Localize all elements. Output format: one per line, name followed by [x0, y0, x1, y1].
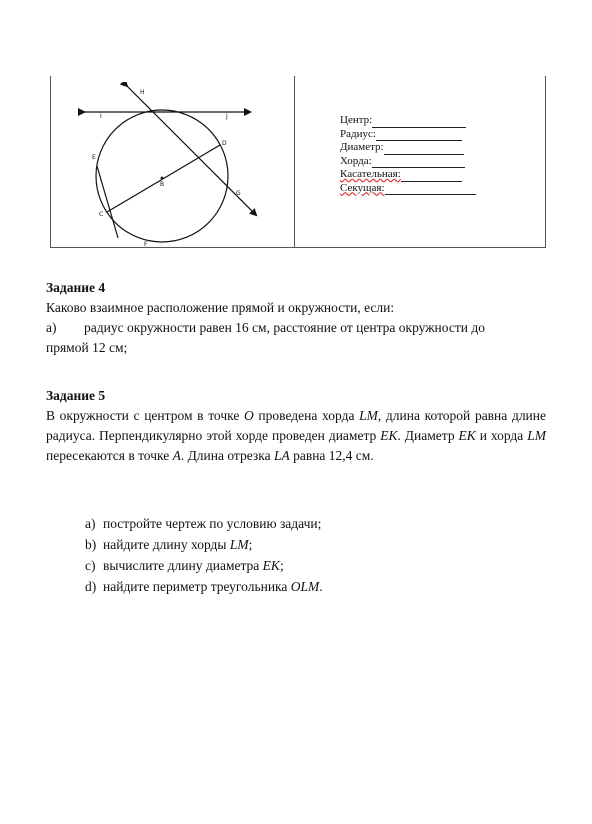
- math-variable: EK: [458, 428, 476, 443]
- math-variable: EK: [380, 428, 398, 443]
- item-marker: b): [85, 537, 97, 552]
- text-run: равна 12,4 см.: [289, 448, 374, 463]
- point-label-b: B: [160, 181, 165, 188]
- field-label-chord: Хорда:: [340, 154, 372, 167]
- point-label-e: E: [92, 154, 96, 161]
- text-run: ;: [279, 558, 284, 573]
- point-label-c: C: [99, 211, 104, 218]
- field-label-radius: Радиус:: [340, 127, 376, 140]
- item-text: радиус окружности равен 16 см, расстояние от центра окружности до: [84, 320, 485, 335]
- task-4-question: Каково взаимное расположение прямой и окружности, если:: [46, 300, 395, 315]
- task-5-paragraph: [46, 406, 546, 466]
- point-label-g: G: [236, 190, 241, 197]
- point-label-d: D: [222, 140, 227, 147]
- text-run: .: [319, 579, 323, 594]
- table-divider: [294, 76, 295, 247]
- field-label-secant: Секущая:: [340, 181, 385, 194]
- item-marker: c): [85, 558, 96, 573]
- answer-blank[interactable]: [372, 116, 466, 128]
- point-label-h: H: [140, 89, 145, 96]
- math-variable: LM: [229, 537, 249, 552]
- math-variable: A: [172, 448, 181, 463]
- field-row: [340, 168, 476, 182]
- field-row: [340, 141, 476, 155]
- item-marker: d): [85, 579, 97, 594]
- text-run: постройте чертеж по условию задачи;: [103, 516, 322, 531]
- text-run: В окружности с центром в точке: [46, 408, 245, 423]
- task-5-items: [85, 513, 323, 597]
- answer-blank[interactable]: [384, 143, 464, 155]
- field-row: [340, 155, 476, 169]
- text-run: вычислите длину диаметра: [103, 558, 263, 573]
- math-variable: LM: [359, 408, 378, 423]
- point-label-i: I: [100, 113, 102, 120]
- list-item: [85, 534, 323, 555]
- answer-blank[interactable]: [385, 183, 476, 195]
- list-item: [85, 555, 323, 576]
- text-run: и хорда: [475, 428, 528, 443]
- field-label-tangent: Касательная:: [340, 168, 401, 180]
- text-run: найдите длину хорды: [103, 537, 230, 552]
- field-row: [340, 182, 476, 196]
- item-marker: а): [46, 320, 57, 335]
- text-run: . Диаметр: [397, 428, 459, 443]
- circle-figure: [70, 82, 280, 248]
- math-variable: OLM: [290, 579, 320, 594]
- math-variable: O: [244, 408, 254, 423]
- task-4: [46, 278, 546, 358]
- item-text-continued: прямой 12 см;: [46, 340, 128, 355]
- math-variable: LM: [527, 428, 546, 443]
- definition-fields: [340, 114, 476, 195]
- chord-segment: [97, 166, 118, 238]
- center-point: [161, 177, 164, 180]
- field-label-diameter: Диаметр:: [340, 141, 384, 153]
- answer-blank[interactable]: [372, 156, 465, 168]
- text-run: ;: [248, 537, 253, 552]
- task-4-item-a: [46, 318, 546, 338]
- list-item: [85, 576, 323, 597]
- diameter-segment: [107, 145, 220, 212]
- field-label-center: Центр:: [340, 114, 373, 126]
- field-row: [340, 128, 476, 142]
- field-row: [340, 114, 476, 128]
- circle: [96, 110, 228, 242]
- task-4-title: Задание 4: [46, 280, 106, 295]
- answer-blank[interactable]: [401, 170, 462, 182]
- task-5: [46, 386, 546, 466]
- text-run: пересекаются в точке: [46, 448, 173, 463]
- list-item: [85, 513, 323, 534]
- math-variable: EK: [262, 558, 280, 573]
- text-run: . Длина отрезка: [180, 448, 274, 463]
- task-5-title: Задание 5: [46, 388, 106, 403]
- point-label-j: J: [226, 113, 228, 120]
- text-run: , длина которой равна длине радиуса. Перпендикулярно этой хорде проведен диаметр: [46, 408, 546, 443]
- text-run: найдите периметр треугольника: [103, 579, 291, 594]
- math-variable: LA: [273, 448, 290, 463]
- point-label-f: F: [144, 241, 148, 248]
- text-run: проведена хорда: [253, 408, 360, 423]
- answer-blank[interactable]: [376, 129, 462, 141]
- item-marker: a): [85, 516, 96, 531]
